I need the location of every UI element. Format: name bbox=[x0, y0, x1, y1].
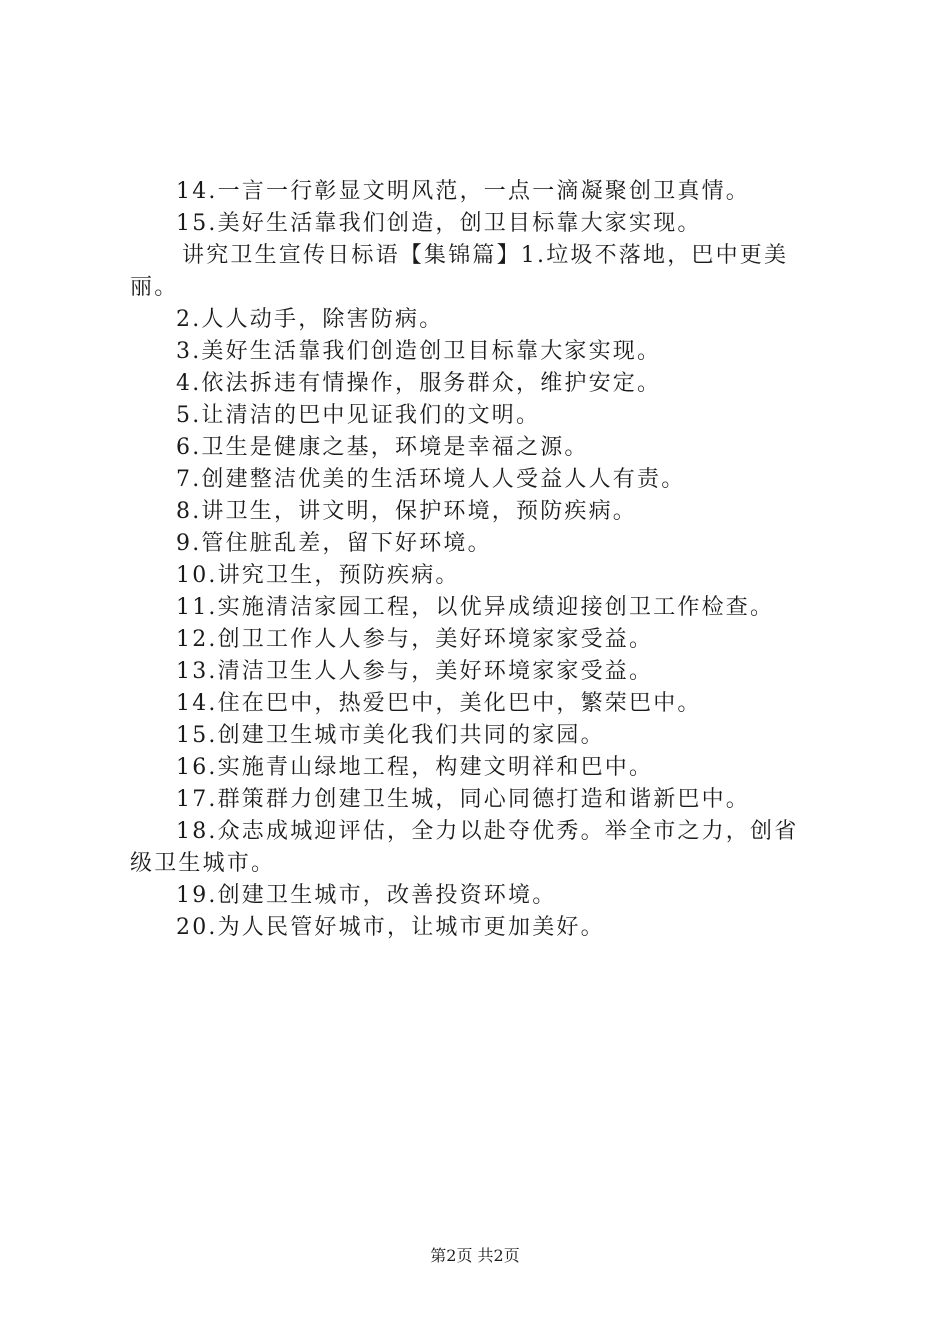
slogan-line: 11.实施清洁家园工程，以优异成绩迎接创卫工作检查。 bbox=[176, 595, 775, 620]
slogan-line: 3.美好生活靠我们创造创卫目标靠大家实现。 bbox=[176, 339, 662, 364]
section-heading: 讲究卫生宣传日标语【集锦篇】1.垃圾不落地，巴中更美 bbox=[182, 243, 789, 268]
slogan-line: 18.众志成城迎评估，全力以赴夺优秀。举全市之力，创省 bbox=[176, 819, 799, 844]
page-footer: 第2页 共2页 bbox=[430, 1246, 520, 1265]
slogan-line: 14.住在巴中，热爱巴中，美化巴中，繁荣巴中。 bbox=[176, 691, 702, 716]
slogan-line: 16.实施青山绿地工程，构建文明祥和巴中。 bbox=[176, 755, 654, 780]
slogan-line: 10.讲究卫生，预防疾病。 bbox=[176, 563, 460, 588]
slogan-line: 15.创建卫生城市美化我们共同的家园。 bbox=[176, 723, 605, 748]
slogan-line: 15.美好生活靠我们创造，创卫目标靠大家实现。 bbox=[176, 211, 702, 236]
slogan-line: 6.卫生是健康之基，环境是幸福之源。 bbox=[176, 435, 589, 460]
slogan-line: 19.创建卫生城市，改善投资环境。 bbox=[176, 883, 557, 908]
slogan-line: 20.为人民管好城市，让城市更加美好。 bbox=[176, 915, 605, 940]
slogan-line: 17.群策群力创建卫生城，同心同德打造和谐新巴中。 bbox=[176, 787, 750, 812]
page-body bbox=[130, 176, 830, 944]
slogan-line: 8.讲卫生，讲文明，保护环境，预防疾病。 bbox=[176, 499, 637, 524]
section-heading-continuation: 丽。 bbox=[130, 275, 179, 300]
slogan-line: 14.一言一行彰显文明风范，一点一滴凝聚创卫真情。 bbox=[176, 179, 750, 204]
slogan-line: 9.管住脏乱差，留下好环境。 bbox=[176, 531, 492, 556]
slogan-line: 7.创建整洁优美的生活环境人人受益人人有责。 bbox=[176, 467, 686, 492]
slogan-line: 4.依法拆违有情操作，服务群众，维护安定。 bbox=[176, 371, 662, 396]
slogan-line-continuation: 级卫生城市。 bbox=[130, 851, 276, 876]
slogan-line: 5.让清洁的巴中见证我们的文明。 bbox=[176, 403, 541, 428]
slogan-line: 13.清洁卫生人人参与，美好环境家家受益。 bbox=[176, 659, 654, 684]
slogan-line: 12.创卫工作人人参与，美好环境家家受益。 bbox=[176, 627, 654, 652]
slogan-line: 2.人人动手，除害防病。 bbox=[176, 307, 444, 332]
